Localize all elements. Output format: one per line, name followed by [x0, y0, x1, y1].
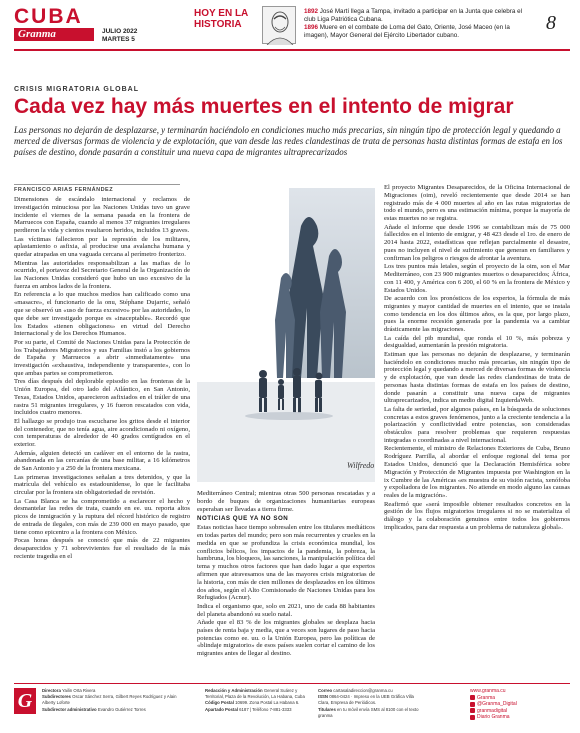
today-in-history-label: HOY EN LA HISTORIA — [194, 8, 248, 30]
footer-line: Apartado Postal 6187 | Teléfono 7-881-3333 — [205, 706, 292, 712]
article-column-1 — [14, 196, 190, 668]
section-label: CRISIS MIGRATORIA GLOBAL — [14, 86, 139, 93]
paragraph: Estiman que las personas no dejarán de desplazarse, y terminarán haciéndolo en condiciones mucho más precarias, sin ningún tipo de protección legal y quedando a merced de diversas formas de violencia y de explotación, que van desde las redes clandestinas de trata de personas hasta distintas formas de estafa en los países de destino, donde pasarán a constituir una nueva capa de migrantes ultraprecarizados, indica un medio digital IzquierdaWeb. — [384, 350, 570, 405]
paragraph: Además, alguien detectó un cadáver en el entorno de la rastra, abandonada en las cercanías de una base militar, a 16 kilómetros de San Antonio y a 250 de la frontera mexicana. — [14, 449, 190, 473]
paragraph: Recientemente, el ministro de Relaciones Exteriores de Cuba, Bruno Rodríguez Parrilla, al abordar el enfoque regional del tema por Estados Unidos, denunció que la Declaración Hemisférica sobre Migración y Protección de Migrantes impuesta por Washington en la ix Cumbre de las Américas «es muestra de su visión racista, xenófoba y expoliadora de los migrantes. No atiende en modo alguno las causas reales de la migración». — [384, 445, 570, 500]
social-link[interactable]: Diario Granma — [470, 714, 570, 720]
history-portrait-image — [262, 6, 296, 44]
paragraph: La caída del pib mundial, que ronda el 10 %, más pobreza y desigualdad, aumentarán la presión migratoria. — [384, 334, 570, 350]
article-column-3 — [384, 184, 570, 670]
footer-line: Correo cartasaladireccion@granma.cu — [318, 688, 393, 693]
issue-date — [102, 28, 137, 43]
logo-cuba-text: CUBA — [14, 5, 83, 28]
article-byline: FRANCISCO ARIAS FERNÁNDEZ — [14, 187, 114, 193]
paragraph: Tres días después del deplorable episodio en las fronteras de la Unión Europea, del otro lado del Atlántico, en San Antonio, Texas, Estados Unidos, aparecieron asfixiados en el tráiler de una rastra 51 migrantes irregulares, y 16 fueron rescatados con vida, incluidos cuatro menores. — [14, 378, 190, 417]
paragraph: Por su parte, el Comité de Naciones Unidas para la Protección de los Trabajadores Migratorios y sus Familias instó a los gobiernos de España y Marruecos a abrir «inmediatamente» una investigación «exhaustiva, independiente y transparente», con lo que ambas partes se comprometieron. — [14, 338, 190, 377]
website-link[interactable]: www.granma.cu — [470, 688, 506, 694]
history-event: 1892 José Martí llega a Tampa, invitado a participar en la Junta que celebra el club Liga Patriótica Cubana. — [304, 8, 522, 23]
portrait-sketch-icon — [263, 7, 297, 45]
byline-divider — [14, 184, 180, 185]
paragraph: Las víctimas fallecieron por la represión de los militares, aplastamiento o asfixia, al producirse una avalancha humana y quedar atrapadas en una vaguada cercana al perímetro fronterizo. — [14, 235, 190, 259]
paragraph: Añade el informe que desde 1996 se contabilizan más de 75 000 fallecidos en el intento de emigrar, y 48 423 desde el 1ro. de enero de 2014 hasta 2022, estadísticas que reflejan parcialmente el desastre, pues no incluyen el nivel de sufrimiento que generan en familiares y confirman los peligros o riesgos de afrontar la aventura. — [384, 223, 570, 262]
instagram-icon — [470, 708, 475, 713]
article-headline: Cada vez hay más muertes en el intento de migrar — [14, 95, 514, 118]
illustration-signature: Wilfredo — [347, 461, 375, 470]
social-link[interactable]: granmadigital — [470, 708, 570, 714]
paragraph: Mediterráneo Central; mientras otras 500 personas rescatadas y a bordo de buques de organizaciones humanitarias europeas esperaban ser llevadas a tierra firme. — [197, 490, 375, 513]
paragraph: Estas noticias hace tiempo sobresalen entre los titulares mediáticos en todas partes del mundo; pero son más recurrentes y crueles en la medida en que se profundiza la crisis económica mundial, los conflictos bélicos, los impactos de la pandemia, la pobreza, la hambruna, los bloqueos, las sanciones, la manipulación política del tema y muchos otros factores que han dado lugar a que expertos afirmen que atravesamos una de las mayores crisis migratorias de la historia, con más de cien millones de desplazados en los últimos dos años, según el Alto Comisionado de Naciones Unidas para los Refugiados (Acnur). — [197, 524, 375, 602]
footer-social — [470, 688, 570, 721]
paragraph: Dimensiones de escándalo internacional y reclamos de investigación minuciosa por las Naciones Unidas tuvo un grave incidente el viernes de la semana pasada en la frontera de Marruecos con España, cuando al menos 37 migrantes irregulares perdieron la vida y cientos resultaron heridos, incluidos 13 graves. — [14, 196, 190, 235]
youtube-icon — [470, 715, 475, 720]
footer-staff — [42, 688, 180, 713]
footer-line: Titulares en tu móvil envía SMS al 8100 con el texto granma — [318, 706, 419, 718]
newspaper-logo[interactable] — [14, 6, 114, 42]
footer-line: Código Postal 10699. Zona Postal La Habana 6. — [205, 700, 300, 706]
footer-line: Subdirector administrativo Evandro Gutiérrez Torres — [42, 706, 146, 712]
masthead — [14, 6, 570, 46]
facebook-icon — [470, 695, 475, 700]
paragraph: Las primeras investigaciones señalan a tres detenidos, y que la matrícula del vehículo es estadounidense, lo que le facilitaba circular por la frontera sin obligatoriedad de revisión. — [14, 473, 190, 497]
footer-address — [205, 688, 313, 713]
article-subhead: NOTICIAS QUE YA NO SON — [197, 515, 289, 523]
social-link[interactable]: Granma — [470, 695, 570, 701]
logo-granma-text: Granma — [14, 28, 94, 41]
migrants-wall-illustration — [197, 186, 375, 482]
article-illustration — [197, 186, 375, 482]
masthead-divider — [14, 49, 570, 51]
footer-contact — [318, 688, 426, 719]
page-number: 8 — [546, 12, 556, 34]
footer-line: Redacción y Administración General Suárez y Territorial, Plaza de la Revolución, La Habana, Cuba — [205, 688, 305, 700]
paragraph: La falta de seriedad, por algunos países, en la búsqueda de soluciones concretas a estos graves fenómenos, junto a la creciente tendencia a la polarización y conflictividad entre potencias, son consideradas obstáculos para resolver problemas que requieren respuestas integradas o coordinadas a nivel internacional. — [384, 405, 570, 445]
footer-line: Directora Yailin Orta Rivera — [42, 688, 96, 693]
paragraph: La Casa Blanca se ha comprometido a esclarecer el hecho y desmantelar las redes de trata, cuando en ee. uu. reporta altos picos de inmigración y la ruptura del récord histórico de registro de entrada de ilegales, con más de 239 000 en mayo pasado, que tiene como epicentro a la frontera con México. — [14, 497, 190, 536]
twitter-icon — [470, 702, 475, 707]
paragraph: Pocas horas después se conoció que más de 22 migrantes desaparecidos y 71 sobrevivientes fue el resultado de la más reciente tragedia en el — [14, 537, 190, 560]
history-event: 1896 Muere en el combate de Loma del Gato, Oriente, José Maceo (en la imagen), Mayor General del Ejército Libertador cubano. — [304, 24, 510, 39]
footer-logo[interactable]: G — [14, 688, 36, 714]
history-events — [304, 8, 534, 40]
paragraph: Reafirmó que «será imposible obtener resultados concretos en la gestión de los flujos migratorios irregulares si no se materializa el diálogo y la colaboración genuinos entre todos los gobiernos implicados, para dar respuesta a un problema de naturaleza global». — [384, 500, 570, 532]
issue-month: JULIO 2022 — [102, 28, 138, 35]
paragraph: De acuerdo con los pronósticos de los expertos, la fórmula de más migrantes y mayor cantidad de muertes en el intento, que se instala como tendencia en los dos últimos años, es la que, por largo plazo, pues la enorme recesión generada por la pandemia va a cambiar drásticamente las migraciones. — [384, 294, 570, 334]
paragraph: El hallazgo se produjo tras escucharse los gritos desde el interior del contenedor, que no tenía agua, aire acondicionado ni oxígeno, con temperaturas de alrededor de 40 grados centígrados en el exterior. — [14, 417, 190, 449]
issue-day: MARTES 5 — [102, 35, 135, 43]
article-column-2 — [197, 490, 375, 668]
paragraph: Indica el organismo que, solo en 2021, uno de cada 88 habitantes del planeta abandonó su suelo natal. — [197, 602, 375, 618]
paragraph: Mientras las autoridades responsabilizan a las mafias de lo ocurrido, el portavoz del Secretario General de la Organización de las Naciones Unidas consideró que hubo un uso excesivo de la fuerza en ambos lados de la frontera. — [14, 259, 190, 290]
social-link[interactable]: @Granma_Digital — [470, 701, 570, 707]
footer-line: Subdirectores Oscar Sánchez Serra, Gilbert Reyes Rodríguez y Alain Alberty Loforte — [42, 694, 177, 706]
article-deck: Las personas no dejarán de desplazarse, y terminarán haciéndolo en condiciones mucho más precarias, sin ningún tipo de protección legal y quedando a merced de diversas formas de violencia y de explotación, que van desde las redes clandestinas de trata de personas hasta distintas formas de estafa en los países de destino, donde pasarán a constituir una nueva capa de migrantes ultraprecarizados — [14, 125, 563, 157]
footer-divider — [14, 683, 570, 684]
paragraph: Los tres puntos más letales, según el proyecto de la oim, son el Mar Mediterráneo, con 23 900 migrantes muertos o desaparecidos; África, con 11 400, y América con 6 200, el 60 % en la frontera de México y Estados Unidos. — [384, 263, 570, 294]
paragraph: Añade que el 83 % de los migrantes globales se desplaza hacia países de renta baja y media, que a veces son lugares de paso hacia potencias como ee. uu. o la Unión Europea, pero las políticas de «blindaje migratorio» de esos países suelen cortar el camino de los migrantes antes de llegar al destino. — [197, 618, 375, 658]
footer-line: ISSN 0864-0424 · Impreso en la UEB Gráfica Villa Clara, Empresa de Periódicos. — [318, 694, 414, 706]
paragraph: En referencia a lo que muchos medios han calificado como una «masacre», el funcionario de la onu, Stéphane Dujarric, señaló que se observó un «uso de fuerza excesivo» por las autoridades, lo que debe ser investigado porque es «inaceptable». Recordó que los Estados «tienen obligaciones» en virtud del Derecho Internacional y de los Derechos Humanos. — [14, 291, 190, 338]
paragraph: El proyecto Migrantes Desaparecidos, de la Oficina Internacional de Migraciones (oim), reveló recientemente que desde 2014 se han registrado más de 4 000 muertes al año en las rutas migratorias de todo el mundo, pero es una estimación mínima, porque la mayoría de estas muertes no se registra. — [384, 184, 570, 223]
